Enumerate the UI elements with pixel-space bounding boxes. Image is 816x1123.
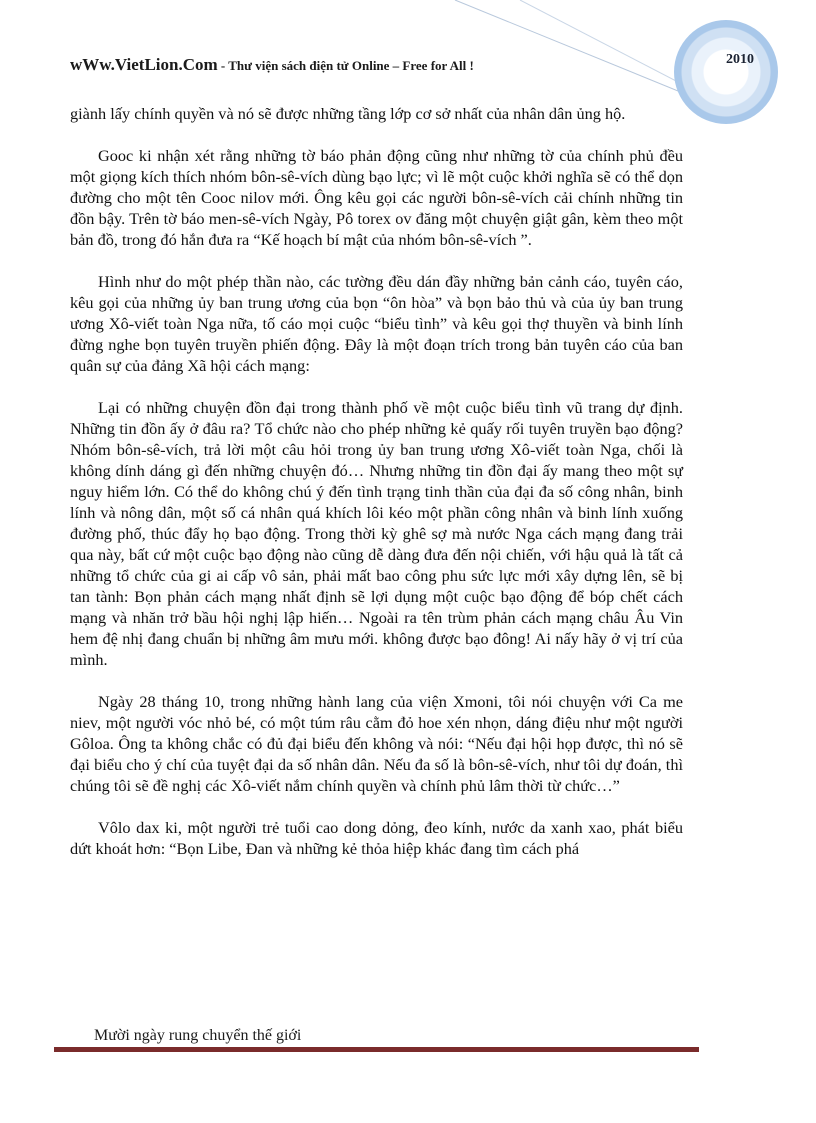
header-separator: - — [217, 58, 229, 73]
paragraph: Gooc ki nhận xét rằng những tờ báo phản động cũng như những tờ của chính phủ đều một giọng kích thích nhóm bôn-sê-vích dùng bạo lực; vì lẽ một cuộc khởi nghĩa sẽ có thể dọn đường cho một tên Cooc nilov mới. Ông kêu gọi các người bôn-sê-vích cải chính những tin đồn bậy. Trên tờ báo men-sê-vích Ngày, Pô torex ov đăng một chuyện giật gân, kèm theo một bản đồ, trong đó hắn đưa ra “Kế hoạch bí mật của nhóm bôn-sê-vích ”. — [70, 146, 683, 249]
paragraph: Lại có những chuyện đồn đại trong thành phố về một cuộc biểu tình vũ trang dự định. Những tin đồn ấy ở đâu ra? Tổ chức nào cho phép những kẻ quấy rối tuyên truyền bạo động? Nhóm bôn-sê-vích, trả lời một câu hỏi trong ủy ban trung ương Xô-viết toàn Nga, chối là không dính dáng gì đến những chuyện đó… Nhưng những tin đồn đại ấy mang theo một sự nguy hiểm lớn. Có thể do không chú ý đến tình trạng tinh thần của đại đa số công nhân, binh lính và nông dân, một số cá nhân quá khích lôi kéo một phần công nhân và binh lính xuống đường phố, thúc đẩy họ bạo động. Trong thời kỳ ghê sợ mà nước Nga cách mạng đang trải qua này, bất cứ một cuộc bạo động nào cũng dễ dàng đưa đến nội chiến, với hậu quả là tất cả những tổ chức của gi ai cấp vô sản, phải mất bao công phu sức lực mới xây dựng lên, sẽ bị tan tành: Bọn phản cách mạng nhất định sẽ lợi dụng một cuộc bạo động để bóp chết cách mạng và nhăn trở bầu hội nghị lập hiến… Ngoài ra tên trùm phản cách mạng châu Âu Vin hem đệ nhị đang chuẩn bị những âm mưu mới. không được bạo đông! Ai nấy hãy ở vị trí của mình. — [70, 398, 683, 669]
paragraph: Hình như do một phép thần nào, các tường đều dán đầy những bản cảnh cáo, tuyên cáo, kêu gọi của những ủy ban trung ương của bọn “ôn hòa” và bọn bảo thủ và của ủy ban trung ương Xô-viết toàn Nga nữa, tố cáo mọi cuộc “biểu tình” và kêu gọi thợ thuyền và binh lính đừng nghe bọn tuyên truyền phiến động. Đây là một đoạn trích trong bản tuyên cáo của ban quân sự của đảng Xã hội cách mạng: — [70, 272, 683, 375]
paragraph: Vôlo dax ki, một người trẻ tuổi cao dong dỏng, đeo kính, nước da xanh xao, phát biểu dứt khoát hơn: “Bọn Libe, Đan và những kẻ thỏa hiệp khác đang tìm cách phá — [70, 818, 683, 858]
footer-divider — [54, 1047, 699, 1052]
header-year: 2010 — [726, 52, 754, 67]
year-badge-circle — [674, 20, 778, 124]
paragraph: giành lấy chính quyền và nó sẽ được những tầng lớp cơ sở nhất của nhân dân ủng hộ. — [70, 104, 626, 123]
paragraph: Ngày 28 tháng 10, trong những hành lang của viện Xmoni, tôi nói chuyện với Ca me niev, một người vóc nhỏ bé, có một túm râu cằm đỏ hoe xén nhọn, dáng điệu như một người Gôloa. Ông ta không chắc có đủ đại biểu đến không và nói: “Nếu đại hội họp được, thì nó sẽ đại biểu cho ý chí của tuyệt đại da số nhân dân. Nếu đa số là bôn-sê-vích, như tôi dự đoán, thì chúng tôi sẽ đề nghị các Xô-viết nắm chính quyền và chính phủ lâm thời từ chức…” — [70, 692, 683, 795]
footer-book-title: Mười ngày rung chuyển thế giới — [94, 1027, 302, 1044]
document-body — [70, 103, 683, 880]
site-name[interactable]: wWw.VietLion.Com — [70, 55, 218, 74]
site-tagline: Thư viện sách điện tử Online – Free for All ! — [228, 58, 474, 73]
page-header — [70, 55, 474, 75]
